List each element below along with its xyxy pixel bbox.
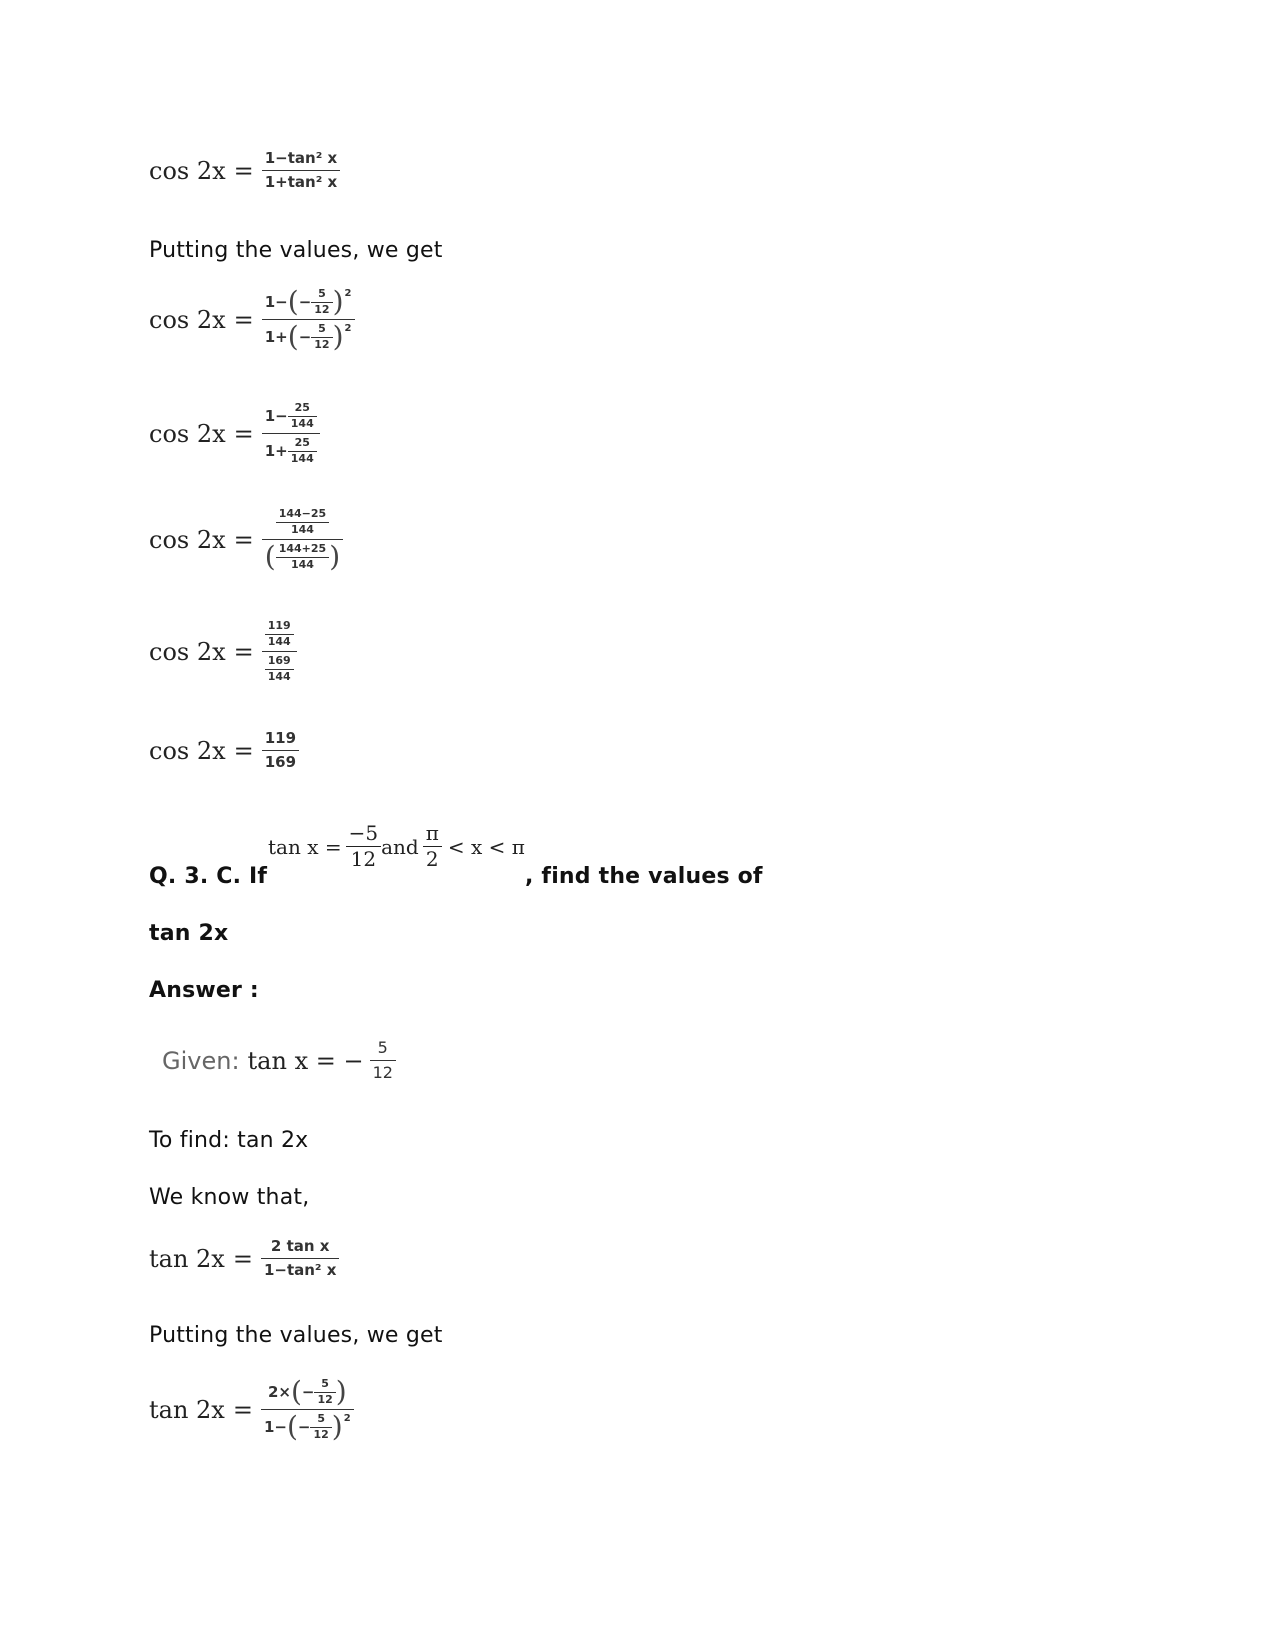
step4-fraction <box>262 620 297 684</box>
equals-sign: = <box>233 525 254 554</box>
step3-fraction <box>262 508 343 572</box>
equals-sign: = <box>233 637 254 666</box>
fraction-numerator: 2× ( − $\frac{5}{12}$ ) <box>267 1375 347 1409</box>
to-find-text: To find: tan 2x <box>149 1128 309 1153</box>
cos-step4-equation <box>149 620 297 684</box>
question-condition <box>268 822 525 871</box>
fraction-numerator: 1− ( − $\frac{5}{12}$ ) $^2$ <box>264 285 352 319</box>
equation-lhs: cos 2x <box>149 736 226 765</box>
question-label: Q. 3. C. If <box>149 864 268 889</box>
given-label: Given: <box>162 1046 240 1075</box>
equals-sign: = <box>232 1244 253 1273</box>
tan-putting-values-text: Putting the values, we get <box>149 1323 443 1348</box>
inner-fraction: $\frac{25}{144}$ <box>288 437 317 465</box>
equals-sign: = <box>233 305 254 334</box>
we-know-text: We know that, <box>149 1185 310 1210</box>
tan-formula-equation <box>149 1238 339 1280</box>
equation-lhs: cos 2x <box>149 637 226 666</box>
question-suffix: , find the values of <box>525 864 763 889</box>
inner-fraction: $\frac{5}{12}$ <box>314 1378 335 1406</box>
step2-fraction <box>262 402 320 466</box>
equation-lhs: cos 2x <box>149 419 226 448</box>
condition-pi-fraction: $\frac{\pi}{2}$ <box>423 822 442 871</box>
condition-tail: < x < π <box>447 834 525 859</box>
fraction-bar <box>262 750 299 751</box>
fraction-numerator: 1− $\frac{25}{144}$ <box>262 402 320 430</box>
given-fraction: $\frac{5}{12}$ <box>370 1039 396 1083</box>
fraction-numerator <box>262 620 297 648</box>
cos-formula-equation <box>149 150 340 192</box>
result-fraction <box>262 730 299 772</box>
formula-fraction <box>262 150 340 192</box>
equation-lhs: tan 2x <box>149 1395 225 1424</box>
equals-sign: = <box>233 736 254 765</box>
inner-fraction: $\frac{5}{12}$ <box>310 1413 331 1441</box>
step1-fraction <box>262 285 355 354</box>
equation-lhs: cos 2x <box>149 156 226 185</box>
fraction-bar <box>262 651 297 652</box>
fraction-denominator: 1−tan² x <box>263 1261 337 1280</box>
inner-fraction: $\frac{25}{144}$ <box>288 402 317 430</box>
question-target: tan 2x <box>149 921 229 946</box>
inner-fraction: $\frac{119}{144}$ <box>265 620 294 648</box>
equation-lhs: tan 2x <box>149 1244 225 1273</box>
inner-fraction: $\frac{144+25}{144}$ <box>276 543 330 571</box>
fraction-numerator <box>273 508 333 536</box>
fraction-denominator: 1+ ( − $\frac{5}{12}$ ) $^2$ <box>264 320 352 354</box>
fraction-denominator: 1− ( − $\frac{5}{12}$ ) $^2$ <box>263 1410 351 1444</box>
fraction-denominator <box>262 655 297 683</box>
fraction-denominator: 169 <box>264 753 297 772</box>
inner-fraction: $\frac{169}{144}$ <box>265 655 294 683</box>
condition-lhs: tan x = <box>268 834 342 859</box>
putting-values-text: Putting the values, we get <box>149 238 443 263</box>
answer-label: Answer : <box>149 978 259 1003</box>
equals-sign: = <box>233 419 254 448</box>
fraction-bar <box>262 433 320 434</box>
tan-step1-fraction <box>261 1375 354 1444</box>
fraction-numerator: 2 tan x <box>270 1237 330 1255</box>
equals-sign: = <box>232 1395 253 1424</box>
condition-fraction: $\frac{-5}{12}$ <box>346 822 381 871</box>
equation-lhs: cos 2x <box>149 525 226 554</box>
fraction-denominator: 1+ $\frac{25}{144}$ <box>262 437 320 465</box>
fraction-numerator: 1−tan² x <box>264 149 338 167</box>
inner-fraction: $\frac{144-25}{144}$ <box>276 508 330 536</box>
equals-sign: = <box>233 156 254 185</box>
given-equation <box>162 1039 396 1083</box>
fraction-denominator: ( $\frac{144+25}{144}$ ) <box>264 540 341 574</box>
formula-fraction <box>261 1238 339 1280</box>
fraction-denominator: 1+tan² x <box>264 173 338 192</box>
cos-step2-equation <box>149 402 320 466</box>
inner-fraction: $\frac{5}{12}$ <box>311 323 332 351</box>
cos-step3-equation <box>149 508 343 572</box>
inner-fraction: $\frac{5}{12}$ <box>311 288 332 316</box>
cos-result-equation <box>149 730 299 772</box>
fraction-numerator: 119 <box>264 729 297 747</box>
fraction-bar <box>262 170 340 171</box>
equation-lhs: cos 2x <box>149 305 226 334</box>
condition-and: and <box>381 834 419 859</box>
cos-step1-equation <box>149 285 355 354</box>
given-expression: tan x = − <box>247 1046 364 1075</box>
tan-step1-equation <box>149 1375 354 1444</box>
fraction-bar <box>261 1258 339 1259</box>
